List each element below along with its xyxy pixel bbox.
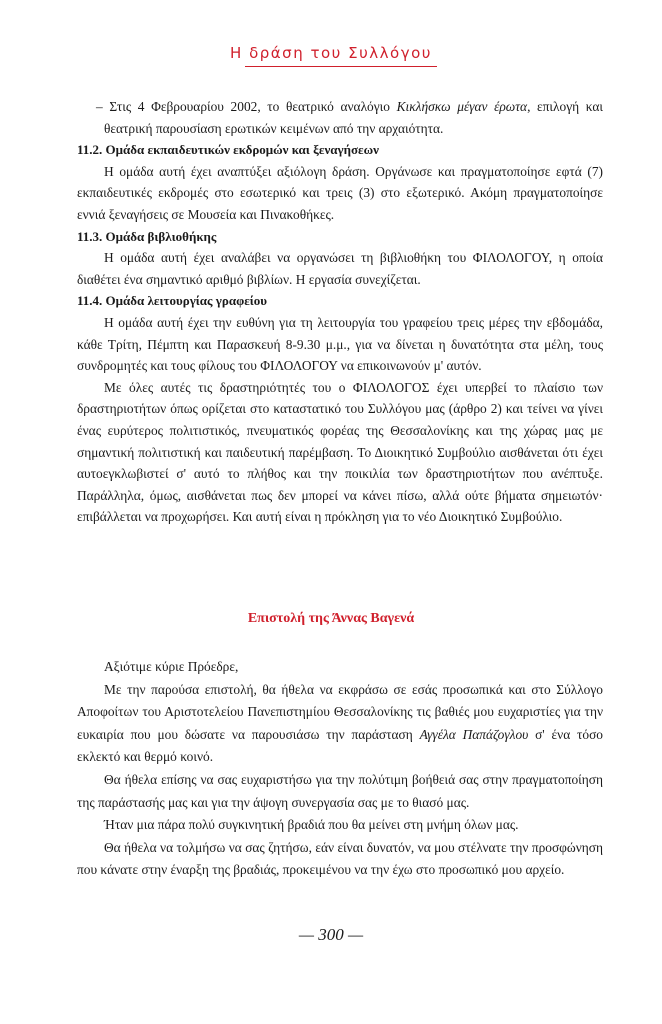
paragraph-11-3: Η ομάδα αυτή έχει αναλάβει να οργανώσει τη βιβλιοθήκη του ΦΙΛΟΛΟΓΟΥ, η οποία διαθέτει ένα σημαντικό αριθμό βιβλίων. Η εργασία συνεχίζεται.	[77, 250, 603, 287]
heading-11-3: 11.3. Ομάδα βιβλιοθήκης	[77, 228, 217, 244]
theatre-reading-item	[77, 96, 603, 139]
paragraph-closing: Με όλες αυτές τις δραστηριότητές του ο ΦΙΛΟΛΟΓΟΣ έχει υπερβεί το πλαίσιο των δραστηριοτήτων όπως ορίζεται στο καταστατικό του Συλλόγου μας (άρθρο 2) και τείνει να γίνει ένας ευρύτερος πολιτιστικός, πνευματικός φορέας της Θεσσαλονίκης και της χώρας μας με σημαντική πολιτιστική και παιδευτική παρέμβαση. Το Διοικητικό Συμβούλιο αισθάνεται ότι έχει αυτοεγκλωβιστεί σ' αυτό το πλήθος και την ποικιλία των δραστηριοτήτων που ανέπτυξε. Παράλληλα, όμως, αισθάνεται πως δεν μπορεί να κάνει πίσω, αλλά ούτε βήματα σημειωτόν· επιβάλλεται να προχωρήσει. Και αυτή είναι η πρόκληση για το νέο Διοικητικό Συμβούλιο.	[77, 379, 603, 525]
page-number: — 300 —	[298, 925, 364, 944]
letter-title: Επιστολή της Άννας Βαγενά	[247, 611, 415, 626]
item-text-prefix: – Στις 4 Φεβρουαρίου 2002, το θεατρικό αναλόγιο	[96, 99, 397, 114]
letter-paragraph-4: Θα ήθελα να τολμήσω να σας ζητήσω, εάν είναι δυνατόν, να μου στέλνατε την προσφώνηση που κάνατε στην έναρξη της βραδιάς, προκειμένου να την έχω στο προσωπικό μου αρχείο.	[77, 839, 603, 878]
paragraph-11-2: Η ομάδα αυτή έχει αναπτύξει αξιόλογη δράση. Οργάνωσε και πραγματοποίησε εφτά (7) εκπαιδευτικές εκδρομές στο εσωτερικό και τρεις (3) στο εξωτερικό. Ακόμη πραγματοποίησε εννιά ξεναγήσεις σε Μουσεία και Πινακοθήκες.	[77, 163, 603, 222]
item-text-suffix: , επιλογή και θεατρική παρουσίαση ερωτικών κειμένων από την αρχαιότητα.	[104, 99, 603, 136]
running-head: Η δράση του Συλλόγου	[230, 44, 432, 62]
item-title-italic: Κικλήσκω μέγαν έρωτα	[396, 99, 528, 114]
running-head-rule	[245, 66, 437, 67]
heading-11-4: 11.4. Ομάδα λειτουργίας γραφείου	[77, 293, 268, 309]
letter-salutation: Αξιότιμε κύριε Πρόεδρε,	[104, 659, 239, 674]
activities-section	[77, 96, 603, 528]
letter-paragraph-2: Θα ήθελα επίσης να σας ευχαριστήσω για την πολύτιμη βοήθειά σας στην πραγματοποίηση της παράστασής μας και για την άψογη συνεργασία σας με το θιασό μας.	[77, 771, 603, 810]
heading-11-2: 11.2. Ομάδα εκπαιδευτικών εκδρομών και ξεναγήσεων	[77, 142, 379, 158]
letter-paragraph-1	[77, 679, 603, 769]
letter-body	[77, 656, 603, 882]
letter-paragraph-3: Ήταν μια πάρα πολύ συγκινητική βραδιά που θα μείνει στη μνήμη όλων μας.	[104, 817, 519, 833]
letter-p1-suffix: σ' ένα τόσο εκλεκτό και θερμό κοινό.	[77, 726, 603, 765]
letter-p1-prefix: Με την παρούσα επιστολή, θα ήθελα να εκφράσω σε εσάς προσωπικά και στο Σύλλογο Αποφοίτων του Αριστοτελείου Πανεπιστημίου Θεσσαλονίκης τις βαθιές μου ευχαριστίες για την ευκαιρία που μου δώσατε να παρουσιάσω την παράσταση	[77, 681, 603, 742]
letter-play-title: Αγγέλα Παπάζογλου	[419, 726, 529, 742]
paragraph-11-4: Η ομάδα αυτή έχει την ευθύνη για τη λειτουργία του γραφείου τρεις μέρες την εβδομάδα, κάθε Τρίτη, Πέμπτη και Παρασκευή 8-9.30 μ.μ., για να δίνεται η δυνατότητα στα μέλη, τους συνδρομητές και τους φίλους του ΦΙΛΟΛΟΓΟΥ να επικοινωνούν μ' αυτόν.	[77, 314, 603, 374]
